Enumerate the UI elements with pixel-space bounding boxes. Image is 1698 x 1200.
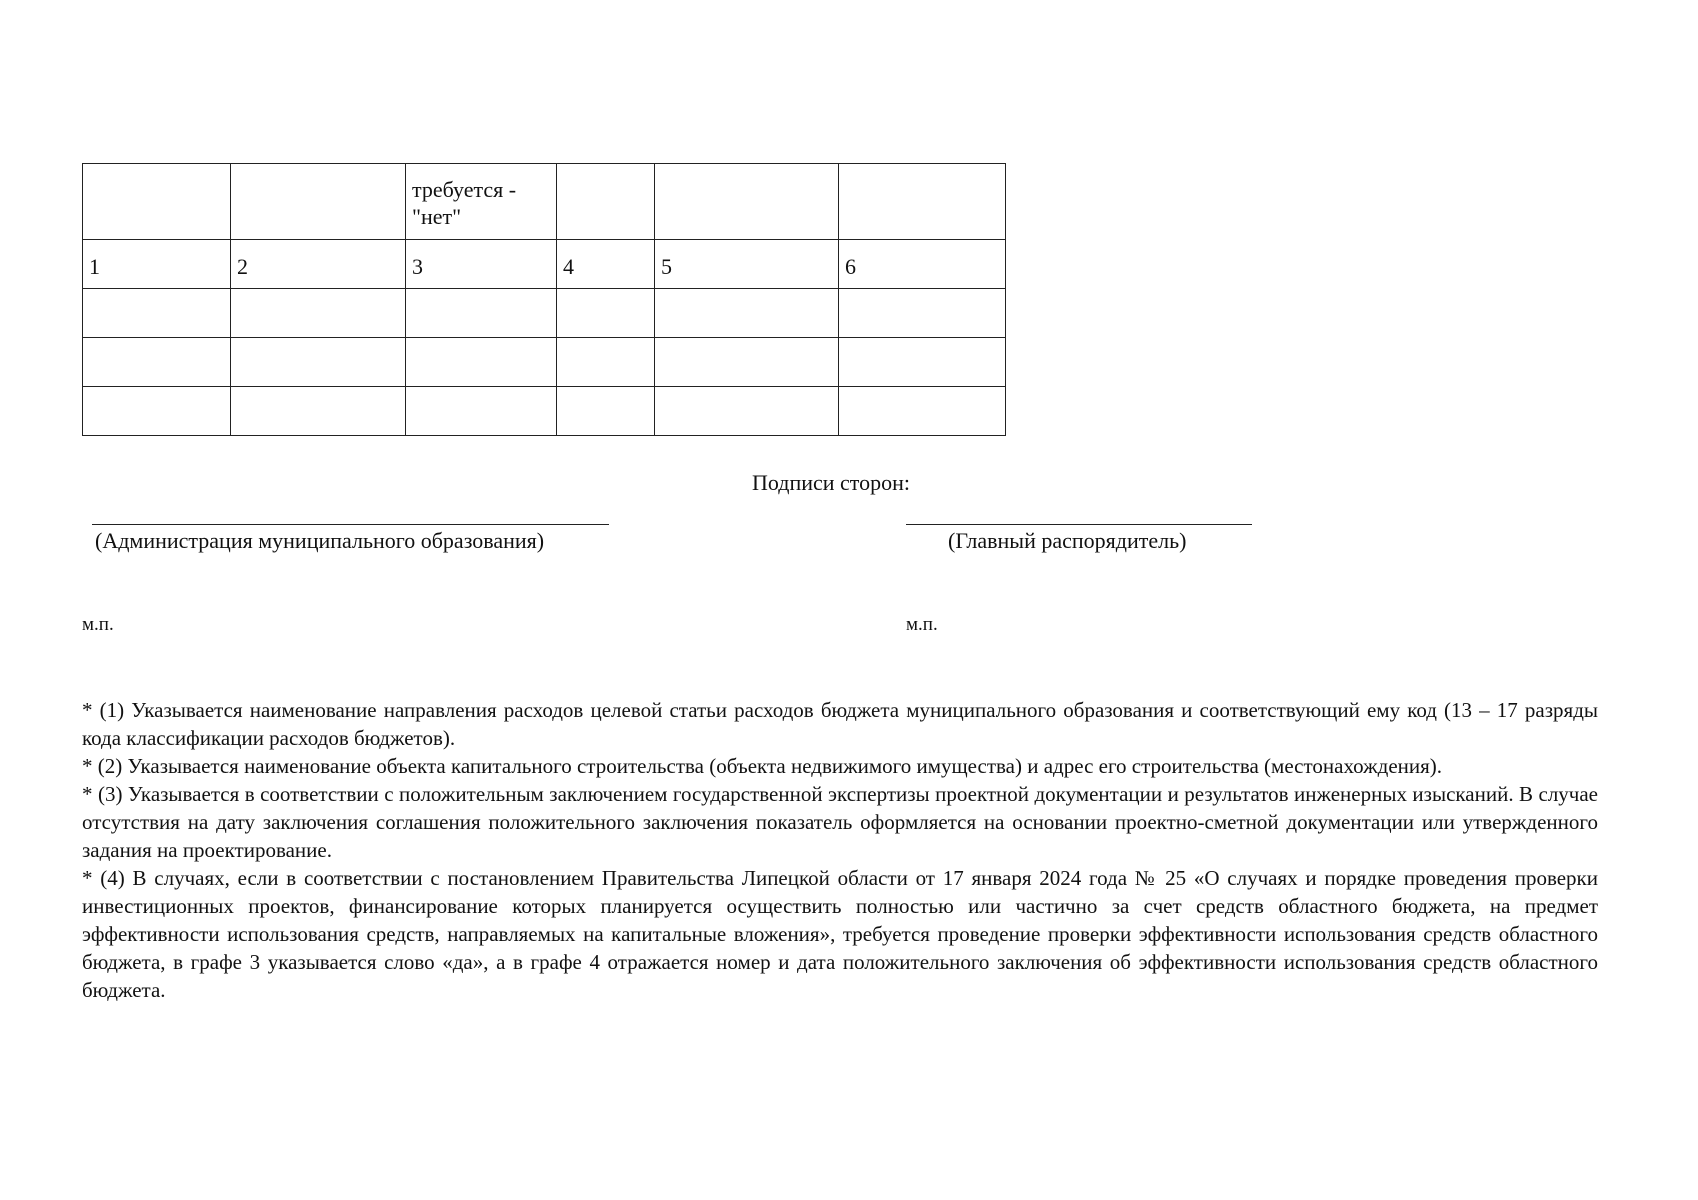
table-cell <box>655 387 839 436</box>
table-cell <box>406 289 557 338</box>
table-cell <box>406 387 557 436</box>
table-row <box>83 289 1006 338</box>
table-cell <box>557 289 655 338</box>
table-cell <box>231 164 406 240</box>
signature-line-right <box>906 524 1252 525</box>
footnote-3: * (3) Указывается в соответствии с положительным заключением государственной экспертизы проектной документации и результатов инженерных изысканий. В случае отсутствия на дату заключения соглашения положительного заключения показатель оформляется на основании проектно-сметной документации или утвержденного задания на проектирование. <box>82 782 1598 862</box>
table-cell <box>406 164 557 240</box>
column-number: 1 <box>83 240 231 289</box>
footnotes <box>82 696 1598 1004</box>
table-cell <box>839 164 1006 240</box>
table-cell <box>655 289 839 338</box>
table-cell <box>83 164 231 240</box>
signatures-heading: Подписи сторон: <box>752 470 911 495</box>
column-number: 5 <box>655 240 839 289</box>
stamp-place-left: м.п. <box>82 614 114 635</box>
column-number: 6 <box>839 240 1006 289</box>
table-row-header <box>83 164 1006 240</box>
table-row-column-numbers <box>83 240 1006 289</box>
table-cell <box>655 338 839 387</box>
table-row <box>83 338 1006 387</box>
table-cell <box>839 289 1006 338</box>
data-table <box>82 163 1006 436</box>
table-cell <box>557 338 655 387</box>
column-number: 4 <box>557 240 655 289</box>
table-cell <box>83 289 231 338</box>
table-cell <box>406 338 557 387</box>
signature-caption-main-manager: (Главный распорядитель) <box>948 528 1187 553</box>
column-number: 3 <box>406 240 557 289</box>
signature-caption-administration: (Администрация муниципального образования) <box>95 528 545 553</box>
stamp-place-right: м.п. <box>906 614 938 635</box>
table-cell <box>655 164 839 240</box>
table-cell <box>83 338 231 387</box>
table-cell <box>557 164 655 240</box>
table-cell <box>231 289 406 338</box>
table-cell <box>83 387 231 436</box>
table-cell-text: требуется - "нет" <box>412 177 517 229</box>
table-cell <box>839 338 1006 387</box>
footnote-2: * (2) Указывается наименование объекта капитального строительства (объекта недвижимого имущества) и адрес его строительства (местонахождения). <box>82 754 1443 778</box>
table-cell <box>231 387 406 436</box>
table-cell <box>839 387 1006 436</box>
footnote-4: * (4) В случаях, если в соответствии с постановлением Правительства Липецкой области от 17 января 2024 года № 25 «О случаях и порядке проведения проверки инвестиционных проектов, финансирование которых планируется осуществить полностью или частично за счет средств областного бюджета, на предмет эффективности использования средств, направляемых на капитальные вложения», требуется проведение проверки эффективности использования средств областного бюджета, в графе 3 указывается слово «да», а в графе 4 отражается номер и дата положительного заключения об эффективности использования средств областного бюджета. <box>82 866 1598 1002</box>
footnote-1: * (1) Указывается наименование направления расходов целевой статьи расходов бюджета муниципального образования и соответствующий ему код (13 – 17 разряды кода классификации расходов бюджетов). <box>82 698 1598 750</box>
signature-line-left <box>92 524 609 525</box>
table-cell <box>231 338 406 387</box>
table-row <box>83 387 1006 436</box>
column-number: 2 <box>231 240 406 289</box>
table-cell <box>557 387 655 436</box>
